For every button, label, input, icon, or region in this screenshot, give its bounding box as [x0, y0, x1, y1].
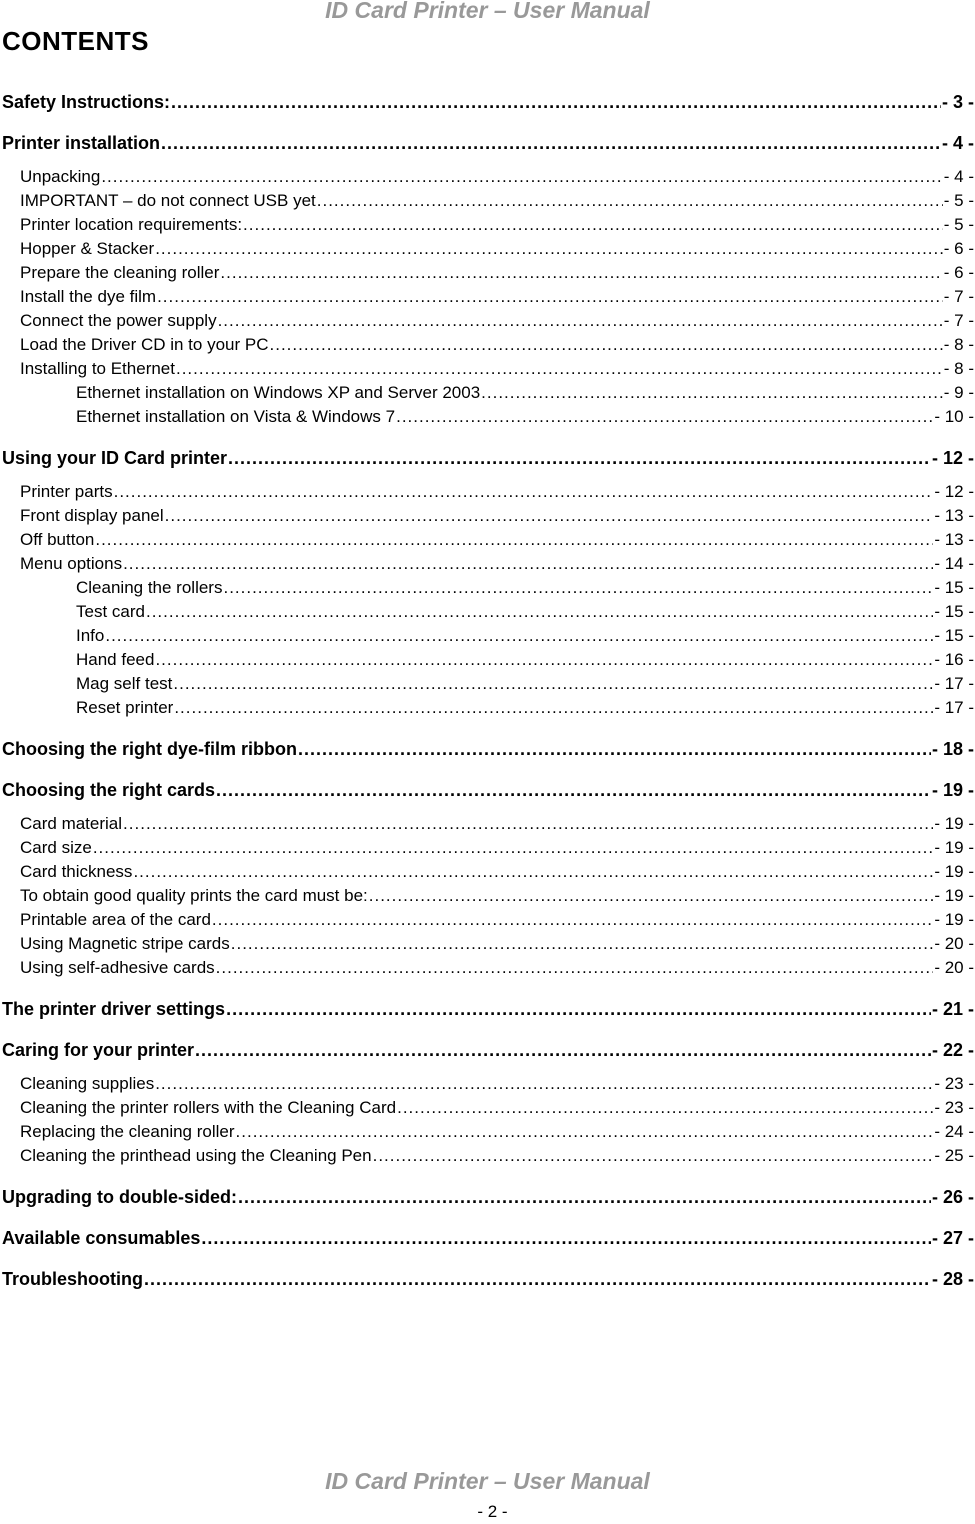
toc-subsection-entry[interactable]: [0, 504, 975, 528]
toc-entry-title: Unpacking: [20, 167, 101, 186]
table-of-contents: [0, 90, 975, 1291]
toc-entry-title: Printer location requirements:: [20, 215, 243, 234]
toc-entry-page: - 23 -: [934, 1074, 974, 1093]
toc-subsection-entry[interactable]: [0, 836, 975, 860]
toc-entry-page: - 19 -: [934, 862, 974, 881]
toc-entry-page: - 14 -: [934, 554, 974, 573]
toc-entry-title: Printer parts: [20, 482, 113, 501]
toc-entry-page: - 19 -: [931, 780, 974, 800]
toc-entry-page: - 19 -: [934, 910, 974, 929]
toc-subsubsection-entry[interactable]: [0, 624, 975, 648]
toc-dot-leader: [195, 1038, 931, 1062]
toc-section-entry[interactable]: [0, 1038, 975, 1062]
toc-entry-title: The printer driver settings: [2, 999, 226, 1019]
toc-dot-leader: [397, 1096, 933, 1120]
toc-entry-title: Troubleshooting: [2, 1269, 143, 1289]
toc-section-entry[interactable]: [0, 1226, 975, 1250]
running-header: ID Card Printer – User Manual: [325, 0, 650, 23]
toc-dot-leader: [220, 261, 942, 285]
toc-entry-title: Load the Driver CD in to your PC: [20, 335, 269, 354]
toc-entry-page: - 13 -: [934, 530, 974, 549]
toc-entry-title: Info: [76, 626, 105, 645]
toc-entry-title: Installing to Ethernet: [20, 359, 175, 378]
toc-entry-title: Mag self test: [76, 674, 173, 693]
toc-entry-title: Using your ID Card printer: [2, 448, 228, 468]
toc-dot-leader: [171, 90, 941, 114]
toc-dot-leader: [226, 997, 931, 1021]
toc-entry-page: - 26 -: [931, 1187, 974, 1207]
toc-dot-leader: [105, 624, 933, 648]
toc-subsection-entry[interactable]: [0, 1144, 975, 1168]
toc-subsubsection-entry[interactable]: [0, 648, 975, 672]
toc-entry-page: - 16 -: [934, 650, 974, 669]
toc-dot-leader: [201, 1226, 931, 1250]
toc-entry-page: - 18 -: [931, 739, 974, 759]
toc-dot-leader: [93, 836, 934, 860]
toc-subsection-entry[interactable]: [0, 884, 975, 908]
toc-entry-page: - 8 -: [943, 335, 974, 354]
toc-subsubsection-entry[interactable]: [0, 405, 975, 429]
toc-subsection-entry[interactable]: [0, 285, 975, 309]
toc-dot-leader: [123, 552, 933, 576]
toc-section-entry[interactable]: [0, 1267, 975, 1291]
toc-dot-leader: [176, 357, 943, 381]
toc-section-entry[interactable]: [0, 737, 975, 761]
toc-entry-title: Ethernet installation on Windows XP and Server 2003: [76, 383, 481, 402]
toc-dot-leader: [165, 504, 934, 528]
toc-entry-page: - 27 -: [931, 1228, 974, 1248]
toc-entry-title: Prepare the cleaning roller: [20, 263, 220, 282]
toc-dot-leader: [243, 213, 943, 237]
toc-entry-title: Connect the power supply: [20, 311, 217, 330]
toc-entry-page: - 22 -: [931, 1040, 974, 1060]
toc-dot-leader: [155, 648, 933, 672]
toc-subsection-entry[interactable]: [0, 528, 975, 552]
toc-subsection-entry[interactable]: [0, 812, 975, 836]
toc-entry-page: - 5 -: [943, 215, 974, 234]
toc-dot-leader: [95, 528, 933, 552]
toc-dot-leader: [146, 600, 933, 624]
toc-entry-page: - 12 -: [934, 482, 974, 501]
toc-entry-title: Menu options: [20, 554, 123, 573]
toc-entry-page: - 17 -: [934, 698, 974, 717]
toc-section-entry[interactable]: [0, 1185, 975, 1209]
toc-entry-title: Safety Instructions:: [2, 92, 171, 112]
toc-entry-page: - 9 -: [943, 383, 974, 402]
toc-entry-title: Using self-adhesive cards: [20, 958, 215, 977]
toc-entry-title: Caring for your printer: [2, 1040, 195, 1060]
toc-subsection-entry[interactable]: [0, 357, 975, 381]
toc-dot-leader: [173, 672, 933, 696]
toc-entry-page: - 13 -: [934, 506, 974, 525]
toc-entry-page: - 23 -: [934, 1098, 974, 1117]
toc-subsection-entry[interactable]: [0, 309, 975, 333]
toc-dot-leader: [114, 480, 934, 504]
toc-dot-leader: [396, 405, 933, 429]
toc-dot-leader: [270, 333, 943, 357]
toc-entry-title: Cleaning supplies: [20, 1074, 155, 1093]
toc-subsubsection-entry[interactable]: [0, 600, 975, 624]
toc-subsection-entry[interactable]: [0, 189, 975, 213]
toc-subsection-entry[interactable]: [0, 1096, 975, 1120]
toc-entry-title: Test card: [76, 602, 145, 621]
toc-dot-leader: [123, 812, 933, 836]
toc-subsection-entry[interactable]: [0, 1072, 975, 1096]
toc-entry-page: - 10 -: [934, 407, 974, 426]
toc-entry-title: Upgrading to double-sided:: [2, 1187, 237, 1207]
toc-dot-leader: [231, 932, 934, 956]
toc-dot-leader: [481, 381, 943, 405]
toc-dot-leader: [236, 1120, 934, 1144]
toc-entry-page: - 15 -: [934, 578, 974, 597]
toc-entry-title: Cleaning the printhead using the Cleaning Pen: [20, 1146, 372, 1165]
toc-dot-leader: [155, 237, 943, 261]
toc-section-entry[interactable]: [0, 446, 975, 470]
toc-entry-page: - 3 -: [941, 92, 974, 112]
toc-entry-page: - 6 -: [943, 239, 974, 258]
toc-subsubsection-entry[interactable]: [0, 672, 975, 696]
toc-dot-leader: [133, 860, 933, 884]
toc-dot-leader: [216, 778, 931, 802]
toc-dot-leader: [161, 131, 941, 155]
toc-entry-page: - 15 -: [934, 626, 974, 645]
toc-dot-leader: [218, 309, 943, 333]
toc-dot-leader: [216, 956, 934, 980]
toc-entry-page: - 4 -: [941, 133, 974, 153]
toc-entry-title: To obtain good quality prints the card must be:: [20, 886, 368, 905]
toc-subsection-entry[interactable]: [0, 552, 975, 576]
toc-section-entry[interactable]: [0, 997, 975, 1021]
toc-subsubsection-entry[interactable]: [0, 576, 975, 600]
toc-dot-leader: [317, 189, 943, 213]
running-footer: ID Card Printer – User Manual: [325, 1468, 650, 1494]
toc-subsection-entry[interactable]: [0, 213, 975, 237]
toc-entry-title: Choosing the right cards: [2, 780, 216, 800]
toc-dot-leader: [369, 884, 934, 908]
page-title: CONTENTS: [2, 26, 149, 56]
toc-subsubsection-entry[interactable]: [0, 696, 975, 720]
toc-entry-page: - 12 -: [931, 448, 974, 468]
toc-entry-page: - 19 -: [934, 838, 974, 857]
toc-subsection-entry[interactable]: [0, 956, 975, 980]
toc-section-entry[interactable]: [0, 778, 975, 802]
toc-dot-leader: [228, 446, 931, 470]
toc-dot-leader: [174, 696, 933, 720]
toc-entry-title: Hopper & Stacker: [20, 239, 155, 258]
toc-entry-title: IMPORTANT – do not connect USB yet: [20, 191, 316, 210]
toc-entry-page: - 28 -: [931, 1269, 974, 1289]
toc-section-entry[interactable]: [0, 90, 975, 114]
toc-dot-leader: [373, 1144, 934, 1168]
toc-entry-page: - 8 -: [943, 359, 974, 378]
toc-entry-title: Printer installation: [2, 133, 161, 153]
toc-dot-leader: [238, 1185, 931, 1209]
toc-entry-title: Front display panel: [20, 506, 164, 525]
toc-entry-title: Install the dye film: [20, 287, 157, 306]
toc-entry-title: Cleaning the printer rollers with the Cleaning Card: [20, 1098, 397, 1117]
toc-dot-leader: [155, 1072, 933, 1096]
toc-entry-title: Card size: [20, 838, 92, 857]
toc-entry-title: Off button: [20, 530, 95, 549]
toc-entry-page: - 21 -: [931, 999, 974, 1019]
toc-subsubsection-entry[interactable]: [0, 381, 975, 405]
toc-entry-page: - 17 -: [934, 674, 974, 693]
toc-dot-leader: [298, 737, 931, 761]
toc-dot-leader: [212, 908, 933, 932]
toc-entry-page: - 19 -: [934, 814, 974, 833]
toc-subsection-entry[interactable]: [0, 237, 975, 261]
toc-entry-page: - 24 -: [934, 1122, 974, 1141]
toc-subsection-entry[interactable]: [0, 333, 975, 357]
toc-entry-title: Replacing the cleaning roller: [20, 1122, 235, 1141]
toc-subsection-entry[interactable]: [0, 261, 975, 285]
toc-entry-page: - 4 -: [943, 167, 974, 186]
toc-entry-title: Choosing the right dye-film ribbon: [2, 739, 297, 759]
toc-entry-title: Hand feed: [76, 650, 155, 669]
toc-entry-title: Using Magnetic stripe cards: [20, 934, 230, 953]
toc-entry-page: - 15 -: [934, 602, 974, 621]
toc-dot-leader: [157, 285, 943, 309]
toc-entry-title: Printable area of the card: [20, 910, 211, 929]
toc-entry-page: - 6 -: [943, 263, 974, 282]
toc-subsection-entry[interactable]: [0, 860, 975, 884]
toc-subsection-entry[interactable]: [0, 908, 975, 932]
page-number: - 2 -: [477, 1502, 508, 1521]
toc-entry-page: - 19 -: [934, 886, 974, 905]
toc-entry-page: - 7 -: [943, 287, 974, 306]
toc-entry-page: - 5 -: [943, 191, 974, 210]
toc-entry-title: Ethernet installation on Vista & Windows 7: [76, 407, 396, 426]
toc-entry-page: - 25 -: [934, 1146, 974, 1165]
toc-entry-page: - 7 -: [943, 311, 974, 330]
toc-entry-title: Cleaning the rollers: [76, 578, 223, 597]
toc-subsection-entry[interactable]: [0, 1120, 975, 1144]
toc-entry-title: Card material: [20, 814, 123, 833]
toc-dot-leader: [101, 165, 942, 189]
toc-subsection-entry[interactable]: [0, 480, 975, 504]
toc-entry-page: - 20 -: [934, 958, 974, 977]
toc-subsection-entry[interactable]: [0, 932, 975, 956]
toc-dot-leader: [144, 1267, 931, 1291]
toc-entry-page: - 20 -: [934, 934, 974, 953]
toc-section-entry[interactable]: [0, 131, 975, 155]
toc-entry-title: Reset printer: [76, 698, 174, 717]
toc-dot-leader: [223, 576, 933, 600]
toc-entry-title: Card thickness: [20, 862, 133, 881]
toc-entry-title: Available consumables: [2, 1228, 201, 1248]
toc-subsection-entry[interactable]: [0, 165, 975, 189]
